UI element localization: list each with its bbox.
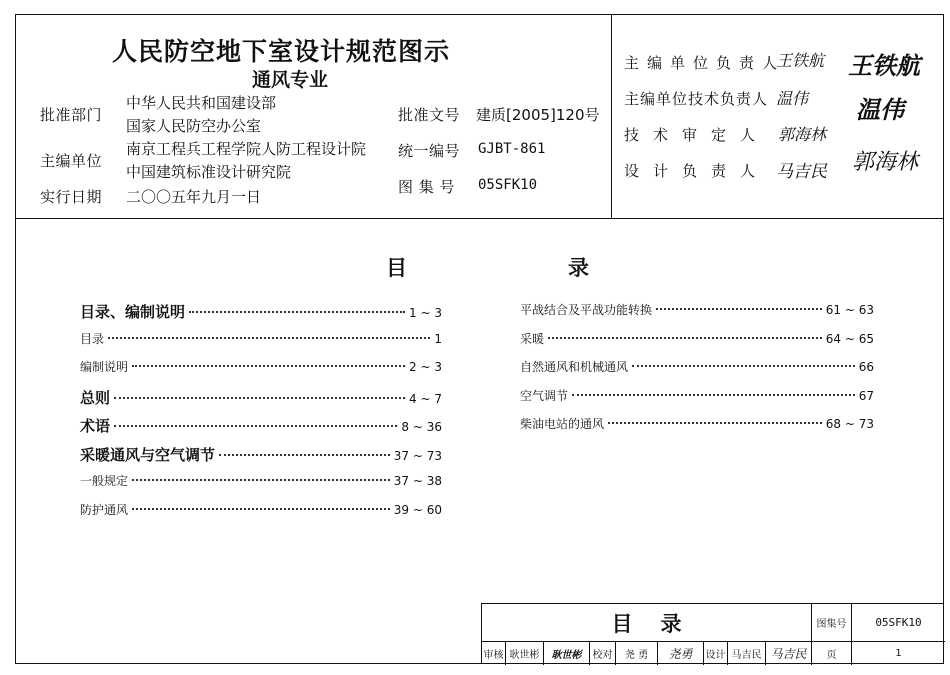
design-label: 设计 (704, 642, 728, 665)
toc-entry-page: 64 ~ 65 (825, 331, 874, 346)
review-signature: 耿世彬 (544, 642, 590, 665)
toc-entry-page: 39 ~ 60 (393, 502, 442, 517)
toc-entry-page: 1 (434, 331, 442, 346)
toc-leader-dots (114, 397, 405, 399)
toc-entry[interactable] (80, 387, 442, 408)
toc-leader-dots (608, 422, 822, 424)
toc-entry[interactable] (80, 444, 442, 465)
toc-entry[interactable] (80, 330, 442, 347)
chief-unit-head-name: 王铁航 (776, 51, 825, 70)
effective-date-label: 实行日期 (40, 188, 103, 206)
toc-title-2: 录 (568, 256, 589, 280)
tech-head-label: 主编单位技术负责人 (624, 90, 769, 108)
design-signature: 马吉民 (766, 642, 812, 665)
toc-leader-dots (632, 365, 855, 367)
atlas-no-label: 图 集 号 (398, 178, 456, 196)
toc-entry[interactable] (520, 387, 874, 404)
design-name: 马吉民 (728, 642, 766, 665)
design-head-label: 设计负责人 (624, 162, 770, 180)
toc-entry[interactable] (520, 415, 874, 432)
atlas-no: 05SFK10 (478, 177, 538, 193)
toc-entry[interactable] (80, 501, 442, 518)
title-block-title (482, 604, 812, 642)
toc-entry-label: 采暖 (520, 331, 545, 346)
toc-entry-page: 37 ~ 38 (393, 474, 442, 488)
signature-2: 温伟 (856, 95, 904, 124)
toc-leader-dots (219, 454, 390, 456)
toc-entry-label: 术语 (80, 417, 111, 435)
toc-leader-dots (132, 508, 390, 510)
header-divider (611, 14, 612, 219)
toc-entry-label: 柴油电站的通风 (520, 417, 605, 431)
toc-entry-page: 66 (858, 360, 874, 374)
check-name: 尧 勇 (616, 642, 658, 665)
signature-3: 郭海林 (852, 150, 919, 175)
title-block-atlas-label: 图集号 (812, 604, 852, 642)
approval-dept-label: 批准部门 (40, 106, 103, 124)
tech-head-name: 温伟 (776, 89, 809, 108)
chief-unit-2: 中国建筑标准设计研究院 (126, 163, 292, 181)
approval-doc-label: 批准文号 (398, 106, 461, 124)
check-label: 校对 (590, 642, 616, 665)
check-signature: 尧勇 (658, 642, 704, 665)
effective-date: 二〇〇五年九月一日 (126, 188, 262, 206)
toc-leader-dots (132, 479, 390, 481)
signature-1: 王铁航 (848, 51, 920, 80)
toc-entry-label: 编制说明 (80, 360, 129, 374)
tech-review-name: 郭海林 (778, 125, 827, 144)
toc-entry-page: 37 ~ 73 (393, 448, 442, 463)
review-name: 耿世彬 (506, 642, 544, 665)
toc-entry-label: 采暖通风与空气调节 (80, 445, 216, 464)
toc-entry-label: 目录、编制说明 (80, 303, 186, 321)
chief-unit-label: 主编单位 (40, 152, 103, 170)
toc-entry-label: 防护通风 (80, 502, 129, 517)
design-head-name: 马吉民 (776, 162, 827, 182)
toc-leader-dots (114, 425, 397, 427)
toc-leader-dots (656, 308, 822, 310)
page-number: 1 (895, 648, 902, 659)
toc-entry[interactable] (80, 472, 442, 489)
toc-leader-dots (108, 337, 430, 339)
title-block-atlas-no: 05SFK10 (852, 604, 945, 642)
toc-entry[interactable] (520, 301, 874, 318)
toc-entry-page: 1 ~ 3 (409, 306, 442, 320)
toc-entry[interactable] (520, 330, 874, 347)
toc-entry-page: 61 ~ 63 (825, 303, 874, 317)
toc-entry-page: 2 ~ 3 (409, 360, 442, 374)
toc-leader-dots (189, 311, 405, 313)
toc-leader-dots (132, 365, 405, 367)
toc-entry-page: 4 ~ 7 (409, 391, 442, 406)
toc-leader-dots (572, 394, 855, 396)
tech-review-label: 技术审定人 (624, 126, 770, 144)
review-label: 审核 (482, 642, 506, 665)
atlas-title: 人民防空地下室设计规范图示 (112, 37, 451, 66)
toc-entry[interactable] (80, 301, 442, 322)
approval-dept-2: 国家人民防空办公室 (126, 117, 262, 135)
toc-entry-label: 目录 (80, 331, 105, 346)
title-block-title-1: 目 (611, 611, 633, 636)
toc-entry-page: 67 (858, 388, 874, 403)
chief-unit-1: 南京工程兵工程学院人防工程设计院 (126, 140, 367, 158)
toc-entry-label: 总则 (80, 388, 111, 407)
toc-entry-page: 8 ~ 36 (401, 420, 442, 434)
unified-no: GJBT-861 (478, 141, 546, 157)
toc-entry-label: 一般规定 (80, 474, 129, 488)
unified-no-label: 统一编号 (398, 142, 461, 160)
toc-title-1: 目 (386, 256, 407, 280)
toc-entry[interactable] (520, 358, 874, 375)
toc-entry-label: 空气调节 (520, 388, 569, 403)
approval-dept-1: 中华人民共和国建设部 (126, 94, 277, 112)
toc-leader-dots (548, 337, 822, 339)
chief-unit-head-label: 主编单位负责人 (624, 54, 786, 72)
toc-entry-page: 68 ~ 73 (825, 417, 874, 431)
toc-entry-label: 平战结合及平战功能转换 (520, 303, 653, 317)
atlas-subtitle: 通风专业 (252, 69, 329, 91)
toc-entry[interactable] (80, 415, 442, 436)
approval-doc: 建质[2005]120号 (476, 106, 600, 124)
title-block (481, 603, 944, 664)
toc-entry-label: 自然通风和机械通风 (520, 360, 629, 374)
title-block-title-2: 录 (660, 611, 682, 636)
toc-entry[interactable] (80, 358, 442, 375)
page-label: 页 (812, 642, 852, 665)
